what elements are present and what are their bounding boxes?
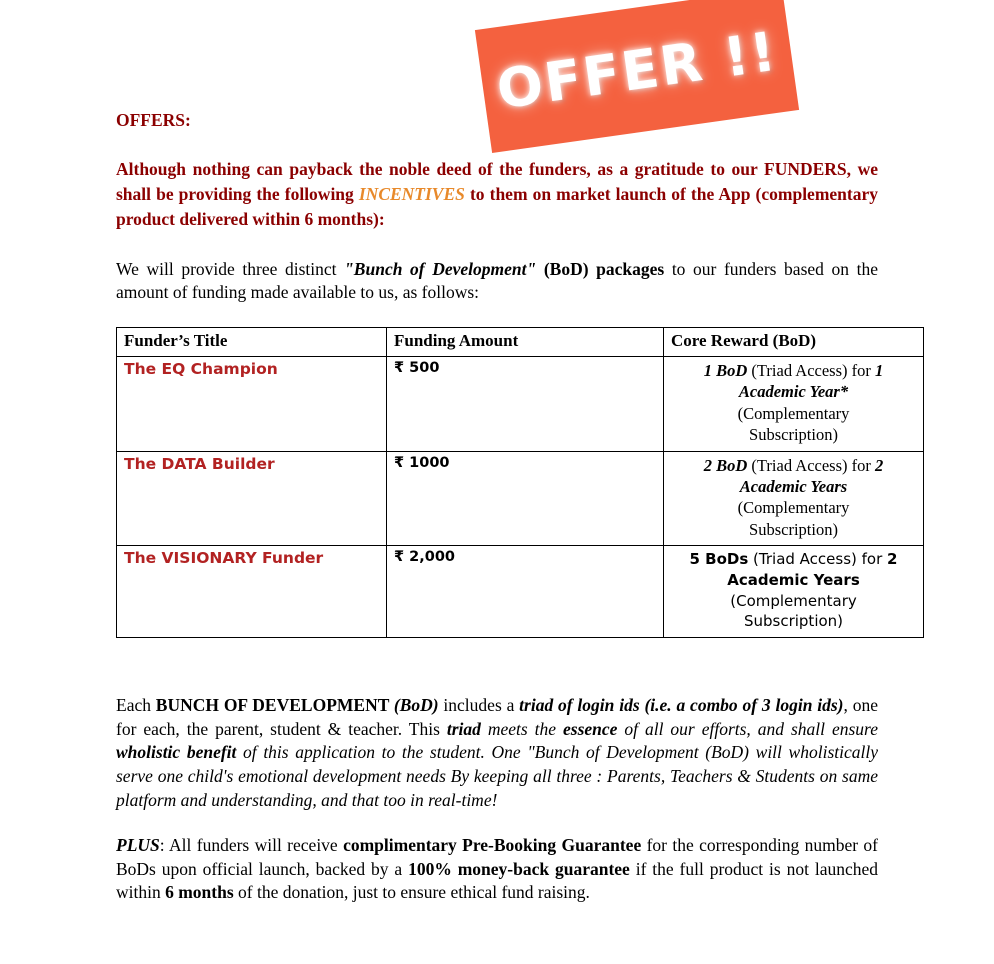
reward-sub-2: Subscription)	[749, 425, 838, 445]
table-row	[117, 451, 924, 546]
row-title: The EQ Champion	[117, 356, 387, 451]
para2-s2: : All funders will receive	[159, 835, 344, 856]
plus-label: PLUS	[116, 835, 160, 856]
row-title: The VISIONARY Funder	[117, 546, 387, 638]
lead-bod-packages: (BoD) packages	[536, 258, 665, 279]
row-title: The DATA Builder	[117, 451, 387, 546]
intro-incentives-highlight: INCENTIVES	[358, 183, 465, 204]
para1-s10: of all our efforts, and shall ensure	[617, 718, 878, 739]
reward-bod-count: 5 BoDs	[689, 550, 749, 569]
reward-duration: 2 Academic Years	[727, 550, 898, 589]
lead-part-1: We will provide three distinct	[116, 258, 345, 279]
six-months: 6 months	[165, 882, 234, 903]
row-reward	[664, 451, 924, 546]
reward-sub-1: (Complementary	[737, 498, 850, 518]
table-header-row	[117, 327, 924, 356]
row-amount: ₹ 1000	[387, 451, 664, 546]
header-funder-title: Funder’s Title	[117, 327, 387, 356]
row-reward	[664, 546, 924, 638]
bod-explanation-paragraph	[116, 694, 878, 812]
row-reward	[664, 356, 924, 451]
para1-wholistic-benefit: wholistic benefit	[116, 742, 237, 763]
intro-part-1: Although nothing can payback the noble deed of the funders, as a gratitude to our FUNDERS, we shall be providing the following	[116, 159, 878, 204]
para1-s8: meets the	[480, 718, 564, 739]
reward-duration: 2 Academic Years	[739, 455, 884, 496]
header-core-reward: Core Reward (BoD)	[664, 327, 924, 356]
reward-sub-1: (Complementary	[737, 403, 850, 423]
para1-essence: essence	[563, 718, 618, 739]
lead-part-4: to our funders based on the amount of funding made available to us, as follows:	[116, 258, 878, 303]
para1-triad-definition: triad of login ids (i.e. a combo of 3 login ids)	[519, 695, 844, 716]
reward-mid: (Triad Access) for	[747, 360, 875, 380]
para2-s4: for the corresponding number of BoDs upon official launch, backed by a	[116, 835, 878, 879]
reward-duration: 1 Academic Year*	[738, 360, 884, 402]
money-back-guarantee: 100% money-back guarantee	[408, 858, 630, 879]
table-row	[117, 356, 924, 451]
reward-bod-count: 2 BoD	[703, 455, 748, 475]
reward-mid: (Triad Access) for	[748, 550, 888, 569]
table-row	[117, 546, 924, 638]
reward-sub-1: (Complementary	[730, 591, 857, 610]
reward-mid: (Triad Access) for	[747, 455, 875, 475]
para2-s8: of the donation, just to ensure ethical fund raising.	[233, 882, 590, 903]
reward-bod-count: 1 BoD	[703, 360, 748, 380]
para1-s4: includes a	[438, 695, 520, 716]
para1-bod-caps: BUNCH OF DEVELOPMENT	[155, 695, 394, 716]
header-funding-amount: Funding Amount	[387, 327, 664, 356]
reward-sub-2: Subscription)	[743, 612, 844, 631]
reward-sub-2: Subscription)	[749, 519, 838, 539]
para1-s6: , one for each, the parent, student & teacher. This	[116, 695, 878, 739]
offers-heading: OFFERS:	[116, 110, 191, 130]
row-amount: ₹ 500	[387, 356, 664, 451]
lead-bod-quoted: "Bunch of Development"	[344, 258, 537, 279]
intro-part-2: to them on market launch of the App (complementary product delivered within 6 months):	[116, 183, 878, 229]
row-amount: ₹ 2,000	[387, 546, 664, 638]
bod-packages-table	[116, 327, 924, 638]
para1-s1: Each	[116, 695, 156, 716]
para1-s12: of this application to the student. One "Bunch of Development (BoD) will wholistically serve one child's emotional development needs By keeping all three : Parents, Teachers & Students on same platform and understanding, and that too in real-time!	[116, 742, 878, 810]
para1-triad: triad	[446, 718, 481, 739]
para2-s6: if the full product is not launched within	[116, 858, 879, 903]
lead-paragraph	[116, 258, 878, 305]
document-content	[116, 110, 898, 927]
plus-guarantee-paragraph	[116, 834, 878, 905]
intro-paragraph	[116, 157, 878, 232]
offer-stamp-label: OFFER !!	[492, 19, 782, 121]
para1-bod-abbrev: (BoD)	[393, 695, 439, 716]
prebooking-guarantee: complimentary Pre-Booking Guarantee	[343, 835, 642, 856]
